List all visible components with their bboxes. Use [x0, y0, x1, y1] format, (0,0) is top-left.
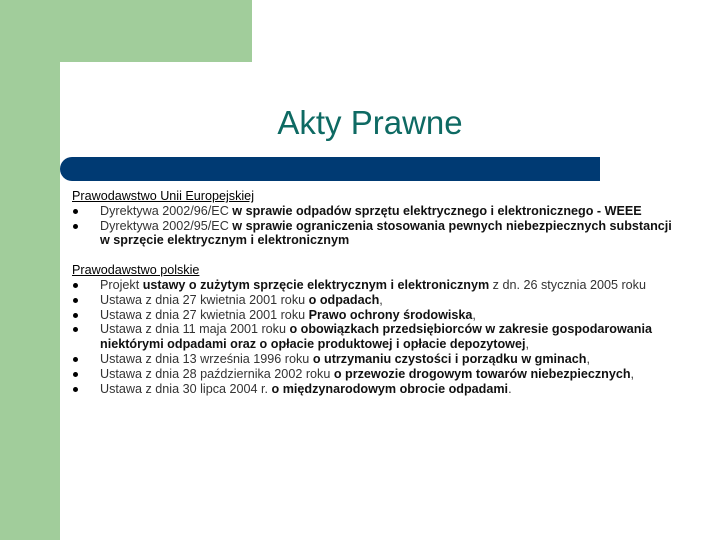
item-normal-text: Ustawa z dnia 27 kwietnia 2001 roku [100, 292, 309, 307]
item-normal-text: Ustawa z dnia 28 października 2002 roku [100, 366, 334, 381]
bullet-icon [73, 224, 78, 229]
item-normal-text: Dyrektywa 2002/96/EC [100, 203, 233, 218]
section-polish-law [72, 263, 672, 396]
section-heading: Prawodawstwo polskie [72, 263, 200, 278]
section-eu-law [72, 189, 672, 248]
title-bar [60, 157, 600, 181]
bullet-icon [73, 283, 78, 288]
section-gap [72, 248, 672, 263]
item-bold-text: ustawy o zużytym sprzęcie elektrycznym i elektronicznym [142, 277, 490, 292]
item-tail-text: . [508, 381, 512, 396]
bullet-icon [73, 387, 78, 392]
item-tail-text: , [630, 366, 635, 381]
item-bold-text: w sprawie odpadów sprzętu elektrycznego i elektronicznego - WEEE [232, 203, 642, 218]
green-left-band [0, 0, 60, 540]
item-tail-text: z dn. 26 stycznia 2005 roku [489, 277, 646, 292]
item-bold-text: o odpadach [308, 292, 380, 307]
item-normal-text: Ustawa z dnia 11 maja 2001 roku [100, 322, 290, 337]
item-tail-text: , [525, 337, 529, 352]
section-heading: Prawodawstwo Unii Europejskiej [72, 189, 254, 203]
slide-content [72, 189, 672, 396]
item-normal-text: Dyrektywa 2002/95/EC [100, 218, 233, 233]
bullet-icon [73, 313, 78, 318]
list-item [72, 278, 672, 293]
list-item [72, 293, 672, 308]
slide-title: Akty Prawne [277, 104, 463, 141]
item-tail-text: , [472, 307, 476, 322]
item-bold-text: o obowiązkach przedsiębiorców w zakresie gospodarowania niektórymi odpadami oraz o opłacie produktowej i opłacie depozytowej [100, 322, 652, 352]
item-normal-text: Ustawa z dnia 30 lipca 2004 r. [100, 381, 272, 396]
list-item [72, 219, 672, 249]
list-item [72, 308, 672, 323]
bullet-icon [73, 372, 78, 377]
item-bold-text: o międzynarodowym obrocie odpadami [271, 381, 509, 396]
list-item [72, 204, 672, 219]
item-bold-text: w sprawie ograniczenia stosowania pewnych niebezpiecznych substancji w sprzęcie elektrycznym i elektronicznym [100, 218, 672, 248]
bullet-icon [73, 327, 78, 332]
bullet-icon [73, 209, 78, 214]
item-normal-text: Projekt [100, 277, 143, 292]
item-tail-text: , [586, 351, 590, 366]
list-item [72, 367, 672, 382]
list-item [72, 382, 672, 397]
rounded-corner [60, 62, 100, 102]
item-bold-text: o przewozie drogowym towarów niebezpiecznych [333, 366, 631, 381]
item-tail-text: , [379, 292, 383, 307]
item-normal-text: Ustawa z dnia 27 kwietnia 2001 roku [100, 307, 309, 322]
list-item [72, 322, 672, 352]
item-bold-text: Prawo ochrony środowiska [308, 307, 473, 322]
item-bold-text: o utrzymaniu czystości i porządku w gminach [312, 351, 587, 366]
bullet-icon [73, 357, 78, 362]
bullet-icon [73, 298, 78, 303]
list-item [72, 352, 672, 367]
item-normal-text: Ustawa z dnia 13 września 1996 roku [100, 351, 313, 366]
